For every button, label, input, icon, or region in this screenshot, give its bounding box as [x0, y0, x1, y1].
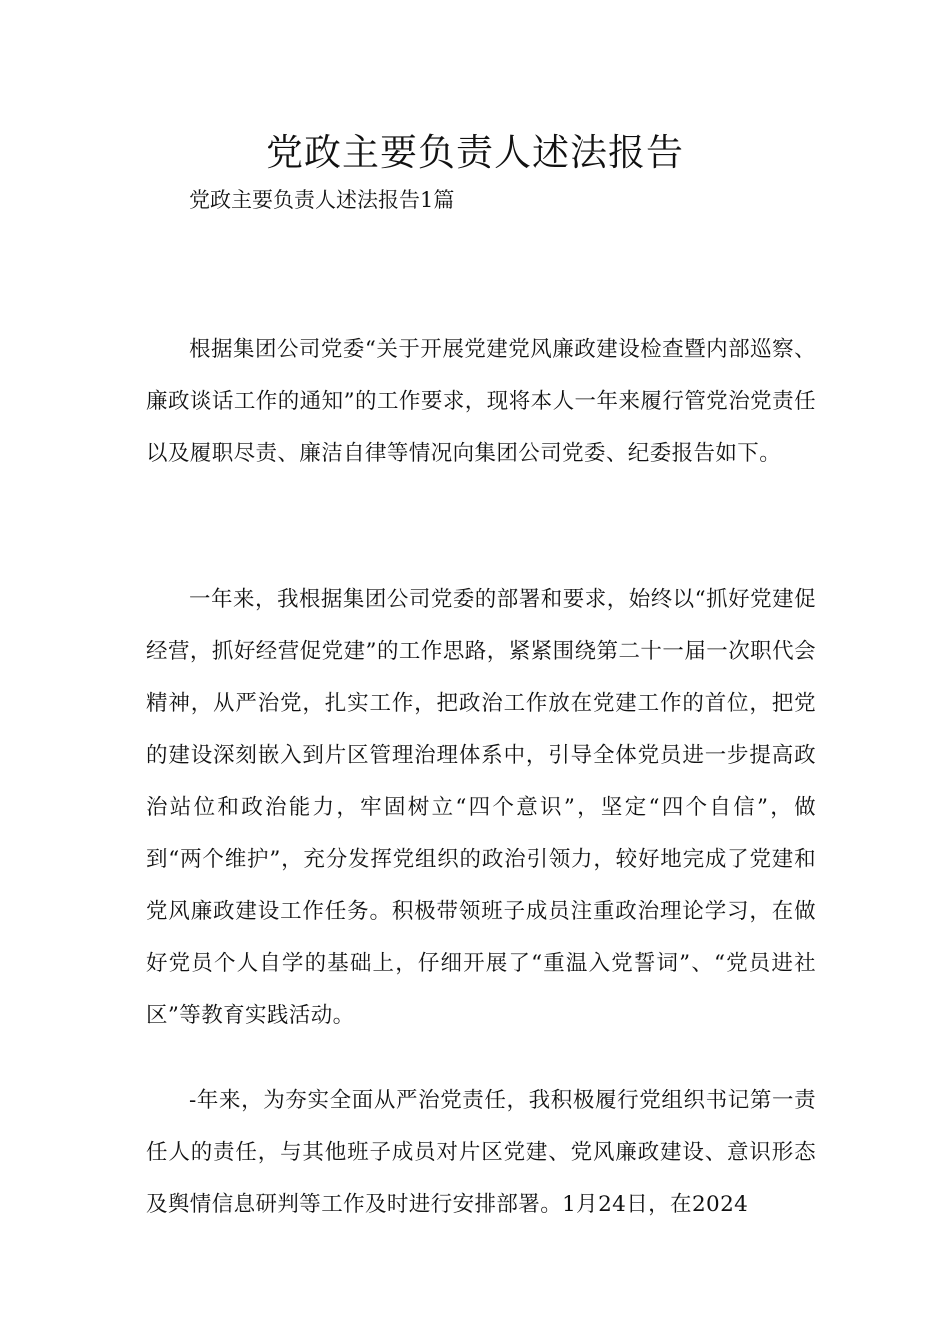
document-subtitle: 党政主要负责人述法报告1篇 [189, 188, 455, 212]
document-title: 党政主要负责人述法报告 [266, 131, 684, 174]
body-paragraph-1: 根据集团公司党委“关于开展党建党风廉政建设检查暨内部巡察、廉政谈话工作的通知”的工作要求，现将本人一年来履行管党治党责任以及履职尽责、廉洁自律等情况向集团公司党委、纪委报告如下。 [146, 337, 816, 466]
body-paragraph-2: 一年来，我根据集团公司党委的部署和要求，始终以“抓好党建促经营，抓好经营促党建”的工作思路，紧紧围绕第二十一届一次职代会精神，从严治党，扎实工作，把政治工作放在党建工作的首位，把党的建设深刻嵌入到片区管理治理体系中，引导全体党员进一步提高政治站位和政治能力，牢固树立“四个意识”，坚定“四个自信”，做到“两个维护”，充分发挥党组织的政治引领力，较好地完成了党建和党风廉政建设工作任务。积极带领班子成员注重政治理论学习，在做好党员个人自学的基础上，仔细开展了“重温入党誓词”、“党员进社区”等教育实践活动。 [146, 587, 816, 1028]
body-paragraph-3: -年来，为夯实全面从严治党责任，我积极履行党组织书记第一责任人的责任，与其他班子成员对片区党建、党风廉政建设、意识形态及舆情信息研判等工作及时进行安排部署。1月24日，在2024 [146, 1088, 816, 1217]
